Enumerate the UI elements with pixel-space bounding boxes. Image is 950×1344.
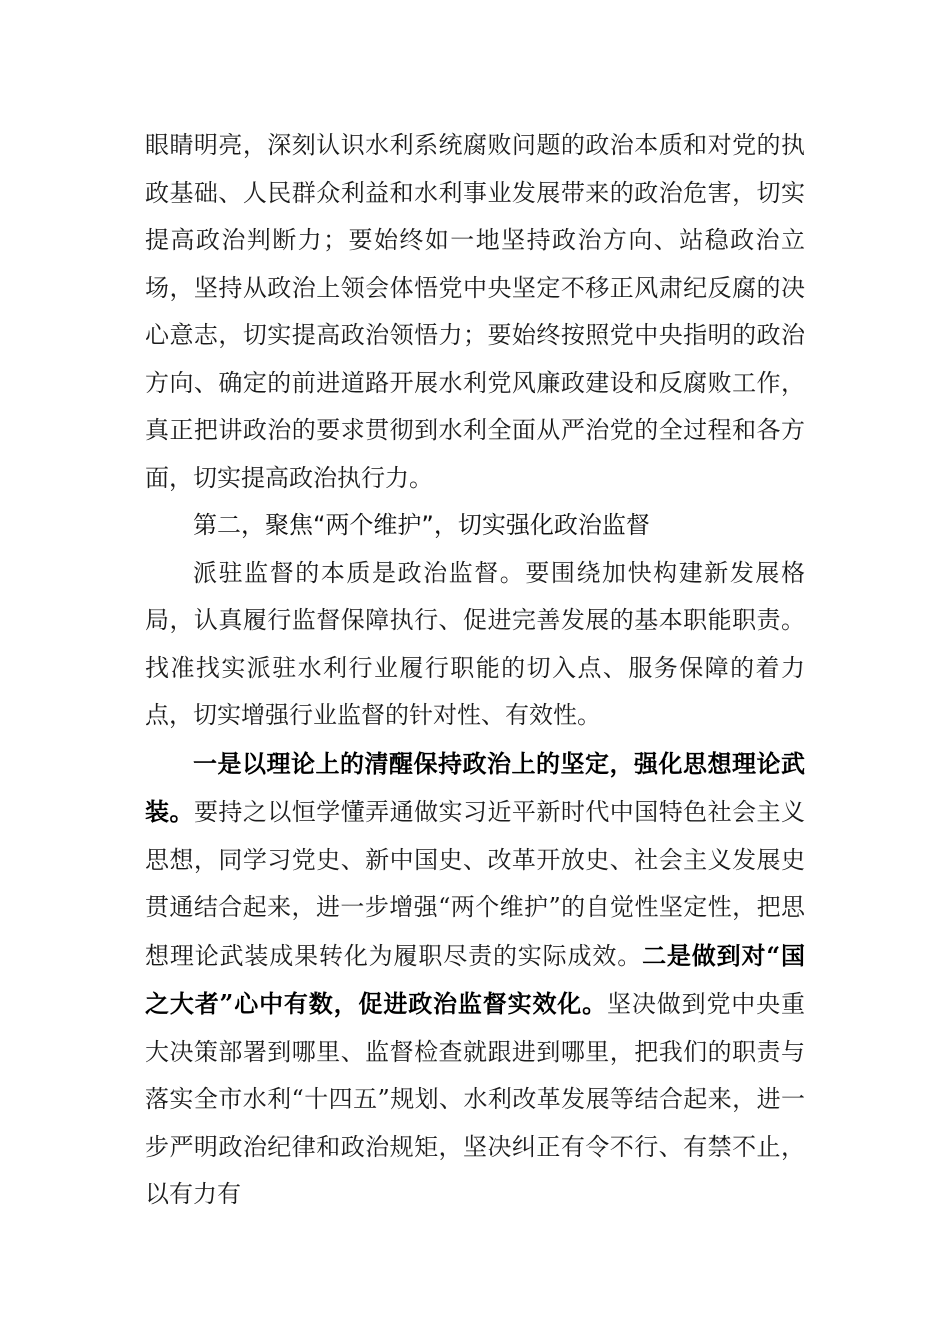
section-heading: 第二，聚焦“两个维护”，切实强化政治监督 xyxy=(193,511,650,539)
paragraph-continuation: 眼睛明亮，深刻认识水利系统腐败问题的政治本质和对党的执政基础、人民群众利益和水利事业发展带来的政治危害，切实提高政治判断力；要始终如一地坚持政治方向、站稳政治立场，坚持从政治上领会体悟党中央坚定不移正风肃纪反腐的决心意志，切实提高政治领悟力；要始终按照党中央指明的政治方向、确定的前进道路开展水利党风廉政建设和反腐败工作，真正把讲政治的要求贯彻到水利全面从严治党的全过程和各方面，切实提高政治执行力。 xyxy=(145,131,805,492)
document-body xyxy=(145,122,805,1219)
bold-lead-two: 二是做到对“国之大者”心中有数，促进政治监督实效化。 xyxy=(145,940,806,1018)
bold-lead-one: 一是以理论上的清醒保持政治上的坚定，强化思想理论武装。 xyxy=(145,748,805,826)
paragraph-measures xyxy=(145,740,805,1219)
body-text-one: 要持之以恒学懂弄通做实习近平新时代中国特色社会主义思想，同学习党史、新中国史、改革开放史、社会主义发展史贯通结合起来，进一步增强“两个维护”的自觉性坚定性，把思想理论武装成果转化为履职尽责的实际成效。 xyxy=(145,798,806,970)
body-text-two: 坚决做到党中央重大决策部署到哪里、监督检查就跟进到哪里，把我们的职责与落实全市水利“十四五”规划、水利改革发展等结合起来，进一步严明政治纪律和政治规矩，坚决纠正有令不行、有禁不止，以有力有 xyxy=(145,990,806,1208)
paragraph-supervision: 派驻监督的本质是政治监督。要围绕加快构建新发展格局，认真履行监督保障执行、促进完善发展的基本职能职责。找准找实派驻水利行业履行职能的切入点、服务保障的着力点，切实增强行业监督的针对性、有效性。 xyxy=(145,558,805,729)
